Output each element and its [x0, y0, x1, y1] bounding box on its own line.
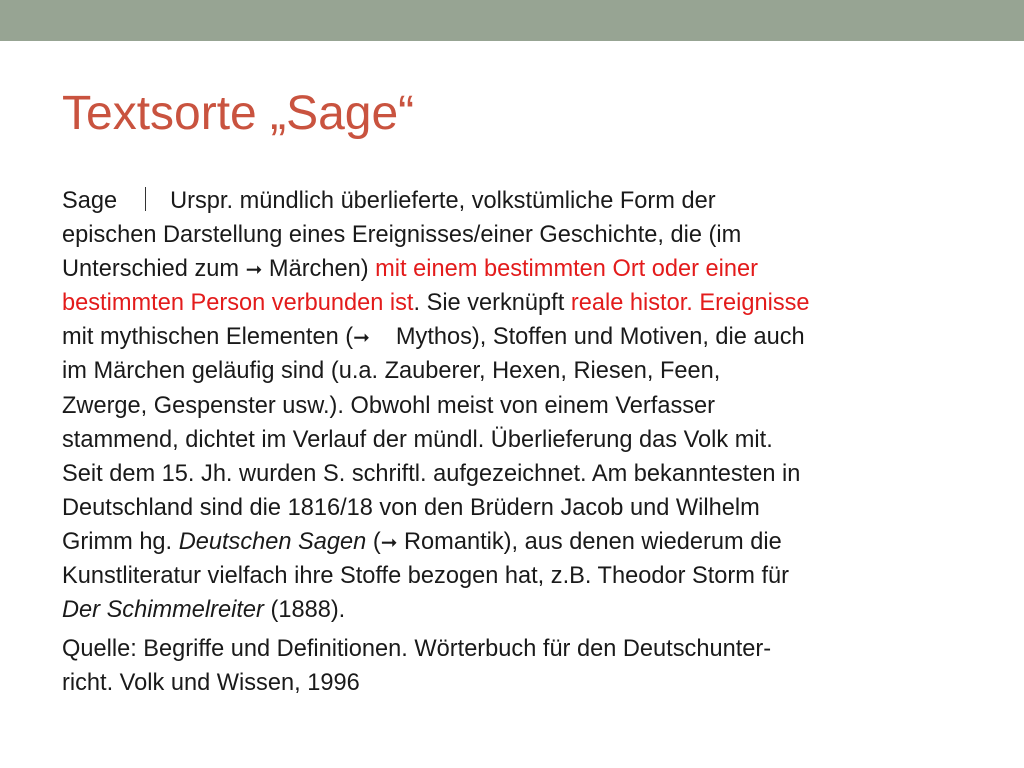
arrow-right-icon: ➞ [353, 327, 370, 350]
slide-content [62, 184, 982, 700]
book-title: Der Schimmelreiter [62, 597, 264, 624]
highlight-text: bestimmten Person verbunden ist [62, 290, 414, 317]
highlight-text: reale histor. Ereignisse [570, 290, 810, 317]
term-separator [145, 187, 146, 211]
top-accent-bar [0, 0, 1024, 41]
definition-paragraph: Sage Urspr. mündlich überlieferte, volkstümliche Form der epischen Darstellung eines Ereignisses/einer Geschichte, die (im Unterschied zum ➞ Märchen) mit einem bestimmten Ort oder einer bestimmten Person verbunden ist. Sie verknüpft reale histor. Ereignisse mit mythischen Elementen (➞ Mythos), Stoffen und Motiven, die auch im Märchen geläufig sind (u.a. Zauberer, Hexen, Riesen, Feen, Zwerge, Gespenster usw.). Obwohl meist von einem Verfasser stammend, dichtet im Verlauf der mündl. Überlieferung das Volk mit. Seit dem 15. Jh. wurden S. schriftl. aufgezeichnet. Am bekanntesten in Deutschland sind die 1816/18 von den Brüdern Jacob und Wilhelm Grimm hg. Deutschen Sagen (➞ Romantik), aus denen wiederum die Kunstliteratur vielfach ihre Stoffe bezogen hat, z.B. Theodor Storm für Der Schimmelreiter (1888). [62, 188, 810, 624]
arrow-right-icon: ➞ [380, 531, 398, 554]
highlight-text: mit einem bestimmten Ort oder einer [375, 256, 759, 283]
book-title: Deutschen Sagen [178, 528, 367, 555]
slide-title: Textsorte „Sage“ [62, 87, 415, 140]
arrow-right-icon: ➞ [245, 259, 263, 282]
source-paragraph: Quelle: Begriffe und Definitionen. Wörterbuch für den Deutschunter- richt. Volk und Wissen, 1996 [62, 636, 772, 697]
term: Sage [62, 188, 118, 214]
